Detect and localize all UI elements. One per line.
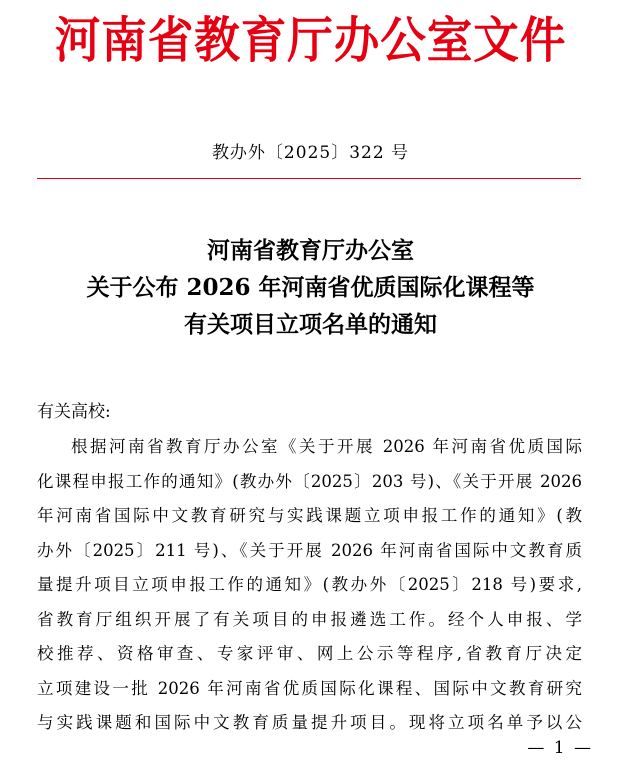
page-number: — 1 —: [527, 738, 593, 758]
body-line: 与实践课题和国际中文教育质量提升项目。现将立项名单予以公: [37, 713, 582, 732]
red-divider-line: [37, 178, 581, 179]
body-paragraph: [37, 430, 582, 741]
title-line-1: 河南省教育厅办公室: [207, 237, 414, 264]
body-line: 年河南省国际中文教育研究与实践课题立项申报工作的通知》(教: [37, 506, 582, 525]
body-line: 省教育厅组织开展了有关项目的申报遴选工作。经个人申报、学: [37, 609, 582, 629]
body-line: 量提升项目立项申报工作的通知》(教办外〔2025〕218 号)要求,: [37, 575, 582, 594]
body-line: 根据河南省教育厅办公室《关于开展 2026 年河南省优质国际: [71, 437, 582, 456]
title-line-3: 有关项目立项名单的通知: [184, 311, 437, 338]
notice-title: [0, 232, 621, 343]
title-line-2: 关于公布 2026 年河南省优质国际化课程等: [86, 274, 535, 301]
body-line: 化课程申报工作的通知》(教办外〔2025〕203 号)、《关于开展 2026: [37, 471, 582, 491]
document-number: 教办外〔2025〕322 号: [211, 143, 410, 163]
document-header-title: 河南省教育厅办公室文件: [54, 11, 567, 69]
body-line: 校推荐、资格审查、专家评审、网上公示等程序,省教育厅决定: [37, 644, 582, 663]
salutation: 有关高校:: [37, 402, 111, 422]
body-line: 办外〔2025〕211 号)、《关于开展 2026 年河南省国际中文教育质: [37, 540, 582, 560]
body-line: 立项建设一批 2026 年河南省优质国际化课程、国际中文教育研究: [37, 678, 582, 698]
